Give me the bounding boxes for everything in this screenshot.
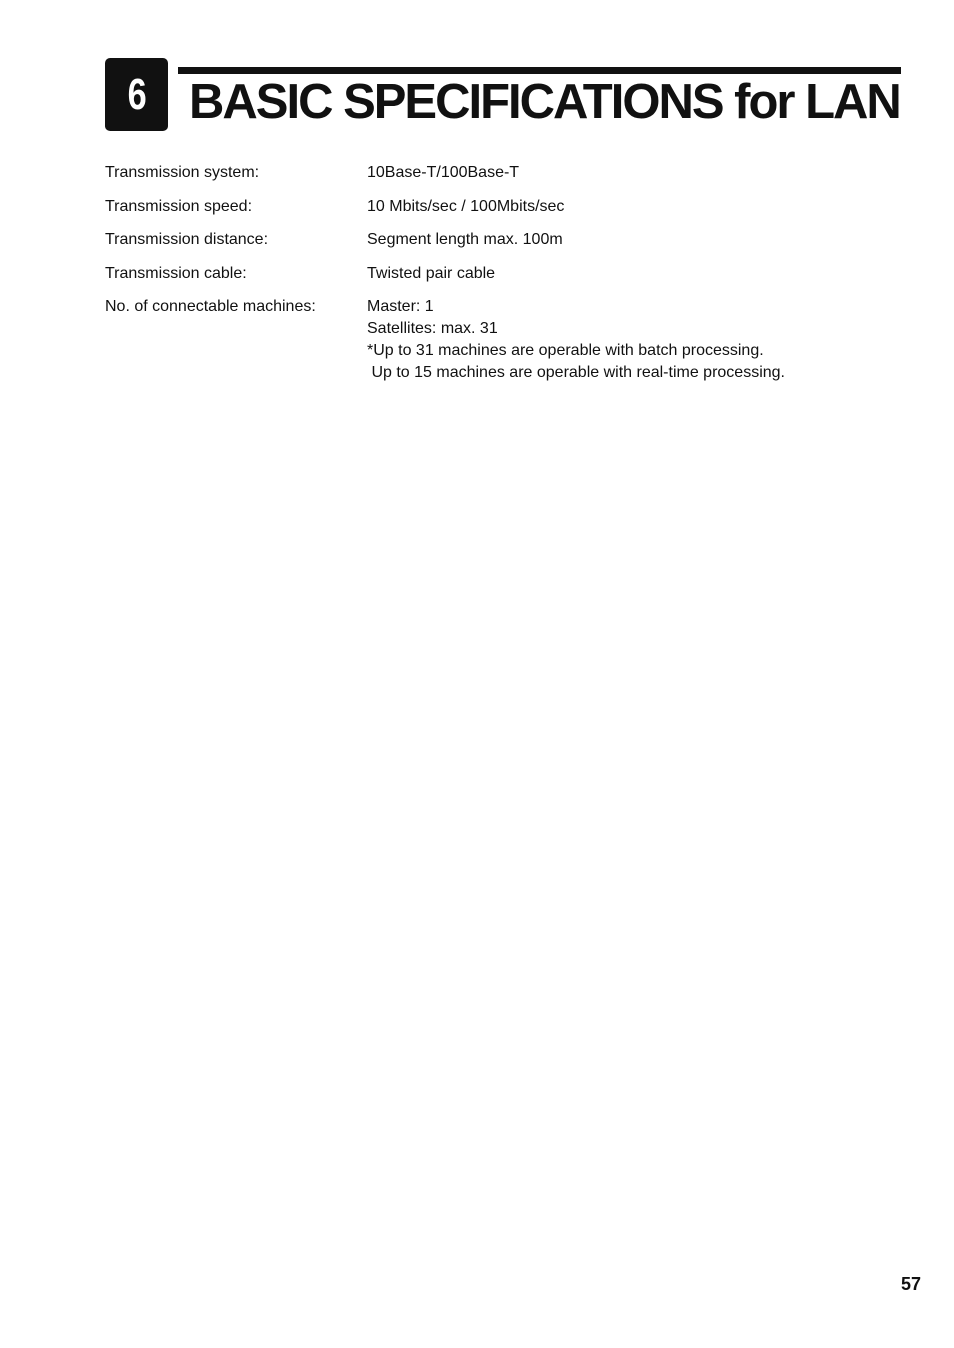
spec-value	[367, 229, 865, 251]
spec-row-transmission-distance	[105, 229, 865, 251]
spec-value-line: Satellites: max. 31	[367, 320, 498, 337]
spec-label: Transmission distance:	[105, 231, 269, 248]
spec-table	[105, 162, 865, 396]
chapter-number: 6	[127, 70, 146, 119]
spec-label: No. of connectable machines:	[105, 298, 316, 315]
spec-label: Transmission cable:	[105, 264, 247, 282]
spec-row-transmission-cable	[105, 263, 865, 285]
title-rule	[178, 67, 901, 74]
spec-value	[367, 263, 865, 285]
spec-row-connectable-machines	[105, 296, 865, 384]
spec-value-line: Segment length max. 100m	[367, 231, 563, 248]
spec-value	[367, 296, 865, 384]
spec-value-line: Twisted pair cable	[367, 264, 496, 282]
spec-value-line: 10 Mbits/sec / 100Mbits/sec	[367, 197, 565, 215]
spec-value-line: Master: 1	[367, 298, 434, 315]
chapter-number-badge	[105, 58, 168, 131]
spec-value	[367, 196, 865, 218]
page-number: 57	[900, 1274, 921, 1294]
spec-value-line: 10Base-T/100Base-T	[367, 164, 520, 181]
spec-note-line: *Up to 31 machines are operable with batch processing.	[367, 342, 764, 359]
spec-row-transmission-speed	[105, 196, 865, 218]
page-title: BASIC SPECIFICATIONS for LAN	[189, 75, 900, 129]
spec-label: Transmission speed:	[105, 197, 253, 215]
spec-row-transmission-system	[105, 162, 865, 184]
spec-label: Transmission system:	[105, 164, 260, 181]
spec-note-line: Up to 15 machines are operable with real-time processing.	[367, 364, 785, 381]
spec-value	[367, 162, 865, 184]
